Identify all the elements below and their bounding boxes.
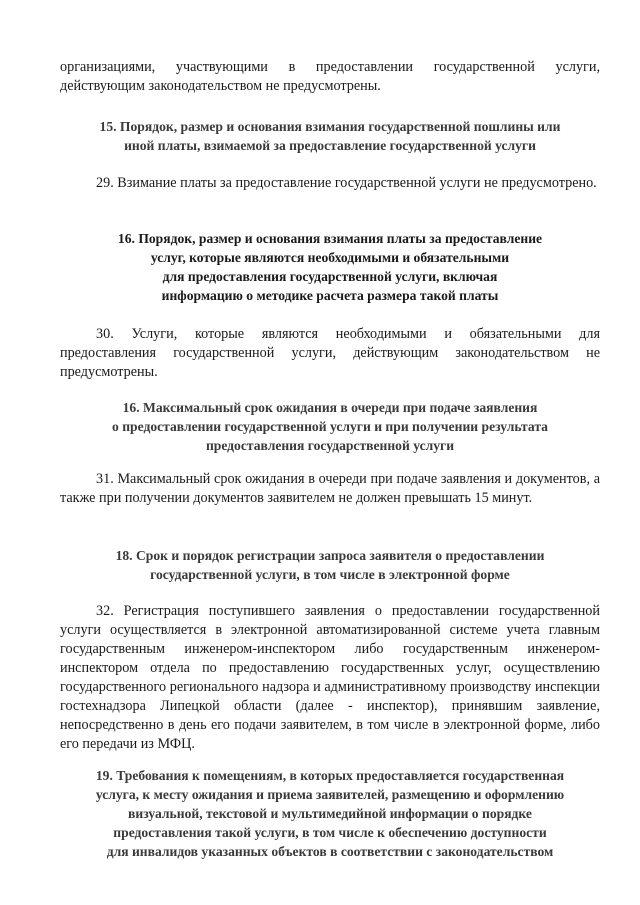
section-heading-15 [60, 117, 600, 155]
heading-line: для предоставления государственной услуги, включая [162, 269, 498, 284]
heading-line: 19. Требования к помещениям, в которых предоставляется государственная [95, 768, 565, 783]
heading-line: 15. Порядок, размер и основания взимания государственной пошлины или [99, 119, 561, 134]
heading-line: для инвалидов указанных объектов в соответствии с законодательством [106, 844, 554, 859]
heading-line: 16. Порядок, размер и основания взимания платы за предоставление [117, 231, 543, 246]
paragraph-29 [60, 174, 600, 193]
heading-line: информацию о методике расчета размера такой платы [161, 288, 499, 303]
paragraph-29-text: 29. Взимание платы за предоставление государственной услуги не предусмотрено. [96, 175, 597, 191]
section-heading-19 [60, 766, 600, 861]
heading-line: государственной услуги, в том числе в электронной форме [150, 567, 510, 582]
section-heading-16a [60, 229, 600, 305]
paragraph-30-text: 30. Услуги, которые являются необходимыми и обязательными для предоставления государственной услуги, действующим законодательством не предусмотрены. [60, 326, 600, 380]
heading-line: услуг, которые являются необходимыми и обязательными [150, 250, 510, 265]
paragraph-continuation: организациями, участвующими в предоставлении государственной услуги, действующим законодательством не предусмотрены. [60, 59, 600, 94]
heading-line: 16. Максимальный срок ожидания в очереди при подаче заявления [122, 400, 538, 415]
heading-line: услуга, к месту ожидания и приема заявителей, размещению и оформлению [95, 787, 565, 802]
paragraph-31-text: 31. Максимальный срок ожидания в очереди при подаче заявления и документов, а также при получении документов заявителем не должен превышать 15 минут. [60, 471, 600, 506]
paragraph-31 [60, 470, 600, 508]
paragraph-30 [60, 325, 600, 382]
heading-line: предоставления государственной услуги [205, 438, 455, 453]
heading-line: визуальной, текстовой и мультимедийной информации о порядке [128, 806, 532, 821]
paragraph-32 [60, 602, 600, 754]
paragraph-32-text: 32. Регистрация поступившего заявления о предоставлении государственной услуги осуществляется в электронной автоматизированной системе учета главным государственным инженером-инспектором либо государственным инженером-инспектором отдела по предоставлению государственных услуг, осуществлению государственного регионального надзора и административному производству инспекции гостехнадзора Липецкой области (далее - инспектор), принявшим заявление, непосредственно в день его подачи заявителем, в том числе в электронной форме, либо его передачи из МФЦ. [60, 603, 600, 752]
heading-line: 18. Срок и порядок регистрации запроса заявителя о предоставлении [115, 548, 545, 563]
section-heading-18 [60, 546, 600, 584]
heading-line: предоставления такой услуги, в том числе к обеспечению доступности [113, 825, 547, 840]
heading-line: о предоставлении государственной услуги и при получении результата [112, 419, 548, 434]
heading-line: иной платы, взимаемой за предоставление государственной услуги [124, 138, 536, 153]
section-heading-16b [60, 398, 600, 455]
